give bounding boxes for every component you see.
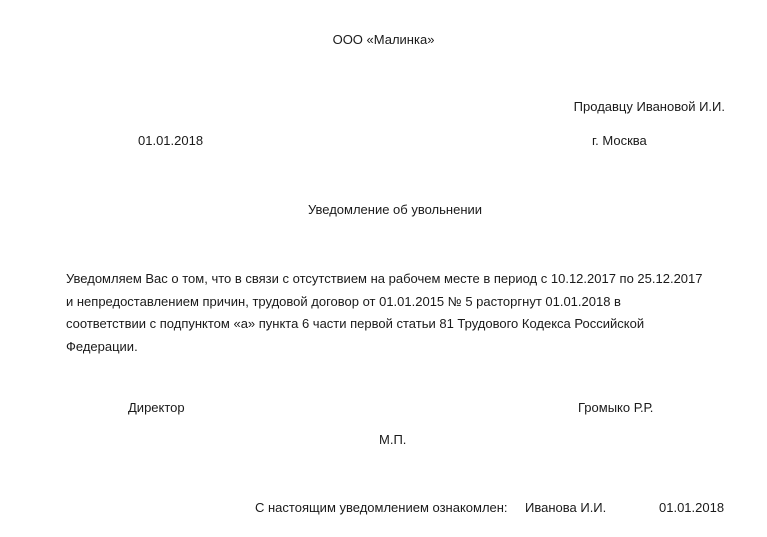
stamp-placeholder: М.П.	[379, 432, 407, 447]
document-date: 01.01.2018	[138, 133, 204, 148]
signer-position: Директор	[128, 400, 185, 415]
body-line: Уведомляем Вас о том, что в связи с отсутствием на рабочем месте в период с 10.12.2017 по 25.12.2017	[66, 271, 703, 286]
acknowledgement-label: С настоящим уведомлением ознакомлен:	[255, 500, 508, 515]
acknowledgement-date: 01.01.2018	[659, 500, 725, 515]
addressee: Продавцу Ивановой И.И.	[573, 99, 725, 114]
acknowledgement-name: Иванова И.И.	[525, 500, 607, 515]
body-line: и непредоставлением причин, трудовой договор от 01.01.2015 № 5 расторгнут 01.01.2018 в	[66, 293, 621, 309]
document-body	[66, 268, 746, 359]
body-line: соответствии с подпунктом «а» пункта 6 части первой статьи 81 Трудового Кодекса Российской	[66, 316, 645, 332]
document-city: г. Москва	[592, 133, 647, 148]
company-name: ООО «Малинка»	[332, 32, 435, 47]
signer-name: Громыко Р.Р.	[578, 400, 654, 415]
document-title: Уведомление об увольнении	[307, 202, 483, 217]
body-line: Федерации.	[66, 339, 138, 355]
